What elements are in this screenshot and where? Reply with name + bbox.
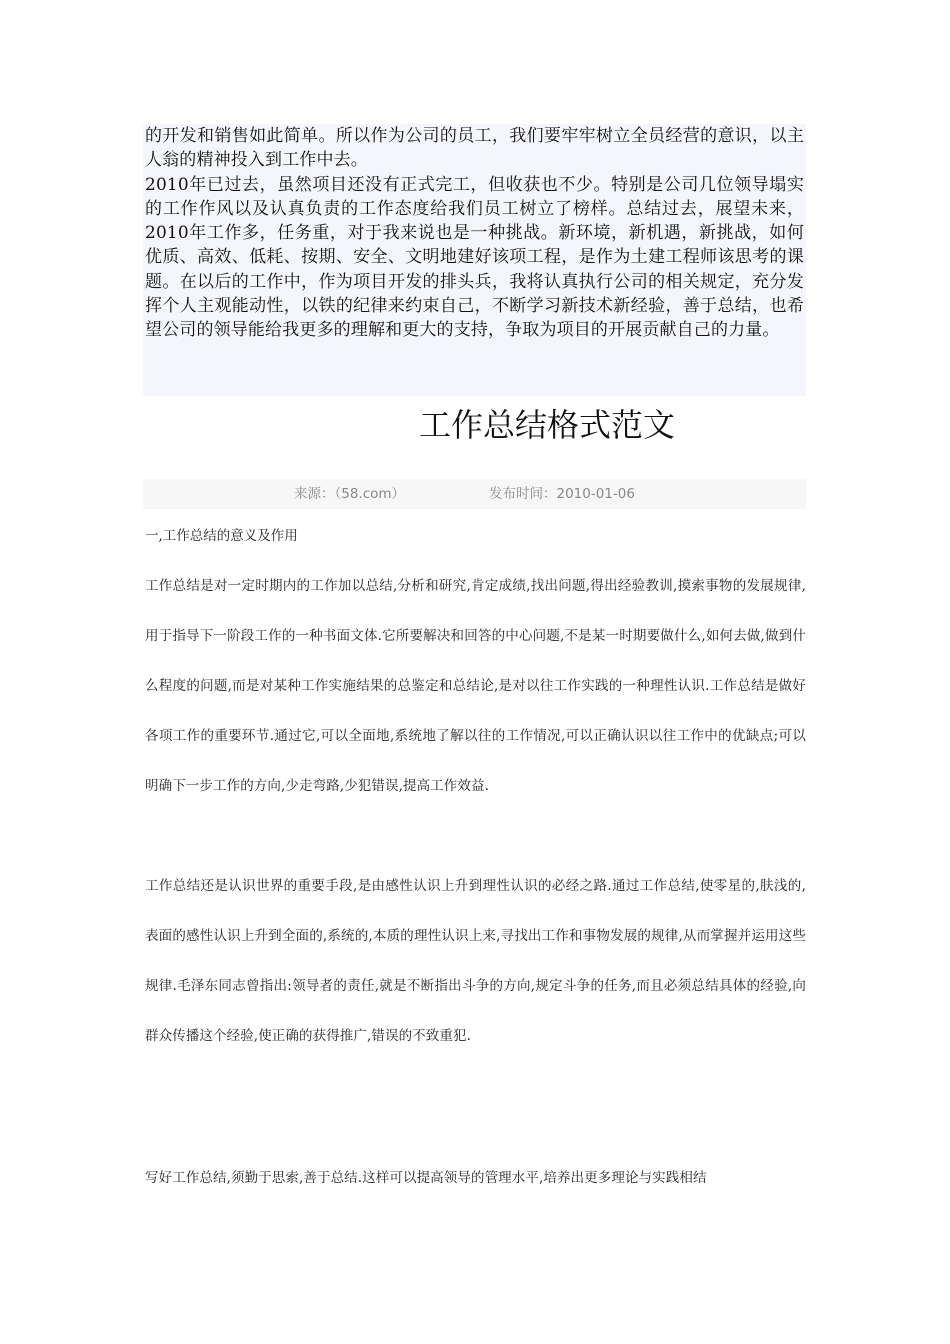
- intro-paragraph-2: 2010年已过去，虽然项目还没有正式完工，但收获也不少。特别是公司几位领导塌实的工作作风以及认真负责的工作态度给我们员工树立了榜样。总结过去，展望未来，2010年工作多，任务重，对于我来说也是一种挑战。新环境，新机遇，新挑战，如何优质、高效、低耗、按期、安全、文明地建好该项工程，是作为土建工程师该思考的课题。在以后的工作中，作为项目开发的排头兵，我将认真执行公司的相关规定，充分发挥个人主观能动性，以铁的纪律来约束自己，不断学习新技术新经验，善于总结，也希望公司的领导能给我更多的理解和更大的支持，争取为项目的开展贡献自己的力量。: [145, 174, 804, 341]
- article-source: 来源：（58.com）: [294, 486, 406, 502]
- intro-text-block: [143, 124, 806, 396]
- article-title: 工作总结格式范文: [418, 406, 675, 444]
- body-paragraph-3: 写好工作总结,须勤于思索,善于总结.这样可以提高领导的管理水平,培养出更多理论与实践相结: [145, 1170, 707, 1186]
- section-heading: 一,工作总结的意义及作用: [145, 528, 298, 544]
- article-publish-date: 发布时间：2010-01-06: [489, 486, 635, 502]
- intro-paragraph-1: 的开发和销售如此简单。所以作为公司的员工，我们要牢牢树立全员经营的意识，以主人翁的精神投入到工作中去。: [145, 126, 804, 171]
- article-meta-bar: [143, 479, 806, 509]
- body-paragraph-1: 工作总结是对一定时期内的工作加以总结,分析和研究,肯定成绩,找出问题,得出经验教训,摸索事物的发展规律,用于指导下一阶段工作的一种书面文体.它所要解决和回答的中心问题,不是某一时期要做什么,如何去做,做到什么程度的问题,而是对某种工作实施结果的总鉴定和总结论,是对以往工作实践的一种理性认识.工作总结是做好各项工作的重要环节.通过它,可以全面地,系统地了解以往的工作情况,可以正确认识以往工作中的优缺点;可以明确下一步工作的方向,少走弯路,少犯错误,提高工作效益.: [145, 578, 806, 794]
- body-paragraph-2: 工作总结还是认识世界的重要手段,是由感性认识上升到理性认识的必经之路.通过工作总结,使零星的,肤浅的,表面的感性认识上升到全面的,系统的,本质的理性认识上来,寻找出工作和事物发展的规律,从而掌握并运用这些规律.毛泽东同志曾指出:领导者的责任,就是不断指出斗争的方向,规定斗争的任务,而且必须总结具体的经验,向群众传播这个经验,使正确的获得推广,错误的不致重犯.: [145, 878, 806, 1044]
